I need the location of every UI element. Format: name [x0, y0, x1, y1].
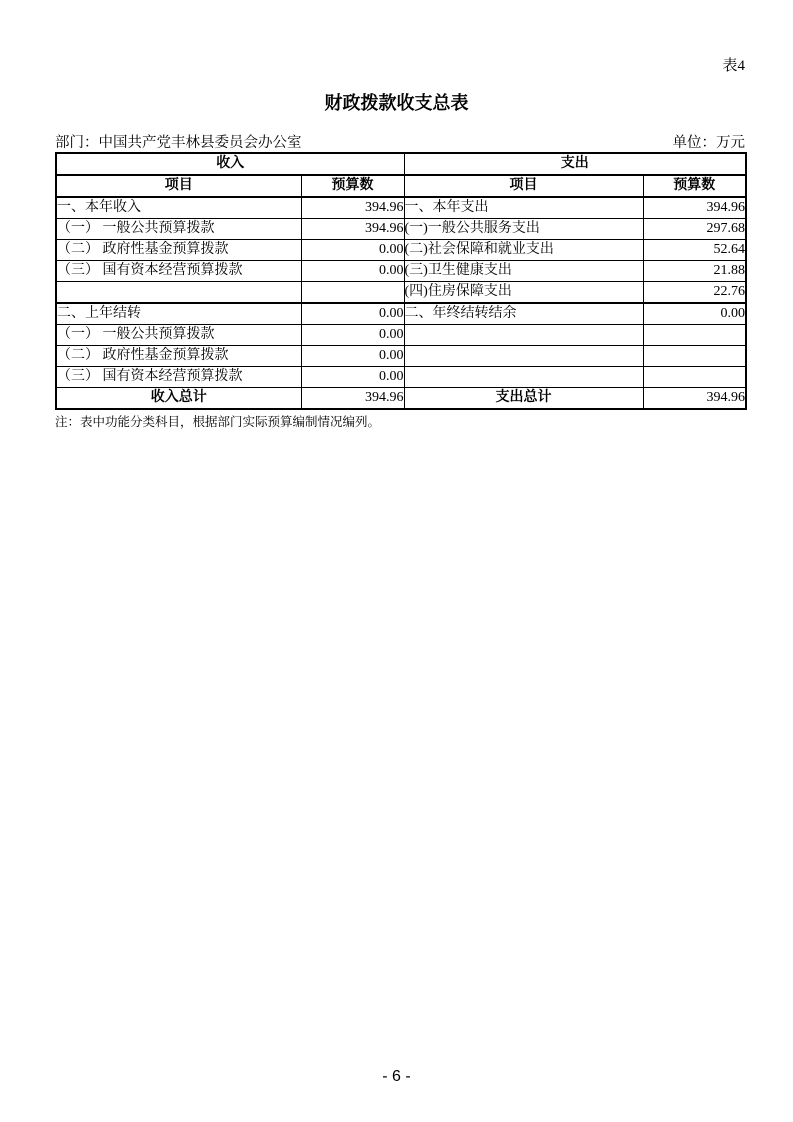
- expense-value-cell: [643, 346, 746, 367]
- income-item-cell: （三） 国有资本经营预算拨款: [56, 261, 301, 282]
- income-section-header: 收入: [56, 153, 404, 175]
- income-item-cell: [56, 282, 301, 304]
- income-value-cell: 394.96: [301, 219, 404, 240]
- income-item-cell: （三） 国有资本经营预算拨款: [56, 367, 301, 388]
- table-row: [56, 240, 746, 261]
- table-row: [56, 219, 746, 240]
- income-item-column-header: 项目: [56, 175, 301, 197]
- expense-value-cell: 52.64: [643, 240, 746, 261]
- section-header-row: [56, 153, 746, 175]
- expense-item-cell: [404, 346, 643, 367]
- expense-item-cell: [404, 325, 643, 346]
- income-item-cell: （二） 政府性基金预算拨款: [56, 346, 301, 367]
- income-total-label: 收入总计: [56, 388, 301, 410]
- table-row: [56, 282, 746, 304]
- table-row: [56, 346, 746, 367]
- expense-item-cell: (一)一般公共服务支出: [404, 219, 643, 240]
- income-item-cell: 一、本年收入: [56, 197, 301, 219]
- page-number: - 6 -: [382, 1068, 411, 1085]
- income-value-cell: 0.00: [301, 303, 404, 325]
- table-row: [56, 303, 746, 325]
- page-title: 财政拨款收支总表: [324, 93, 469, 113]
- income-item-cell: （一） 一般公共预算拨款: [56, 325, 301, 346]
- expense-total-value: 394.96: [643, 388, 746, 410]
- expense-value-cell: 0.00: [643, 303, 746, 325]
- total-row: [56, 388, 746, 410]
- column-header-row: [56, 175, 746, 197]
- expense-item-cell: [404, 367, 643, 388]
- expense-item-cell: (三)卫生健康支出: [404, 261, 643, 282]
- income-value-cell: 0.00: [301, 240, 404, 261]
- expense-budget-column-header: 预算数: [643, 175, 746, 197]
- department-label: 部门：中国共产党丰林县委员会办公室: [55, 135, 302, 151]
- income-value-cell: 0.00: [301, 261, 404, 282]
- expense-total-label: 支出总计: [404, 388, 643, 410]
- income-item-cell: 二、上年结转: [56, 303, 301, 325]
- expense-item-cell: (二)社会保障和就业支出: [404, 240, 643, 261]
- sheet-number-label: 表4: [722, 58, 745, 74]
- income-value-cell: 0.00: [301, 325, 404, 346]
- expense-value-cell: [643, 367, 746, 388]
- income-item-cell: （二） 政府性基金预算拨款: [56, 240, 301, 261]
- expenditure-section-header: 支出: [404, 153, 746, 175]
- expense-item-column-header: 项目: [404, 175, 643, 197]
- table-row: [56, 197, 746, 219]
- income-item-cell: （一） 一般公共预算拨款: [56, 219, 301, 240]
- table-row: [56, 367, 746, 388]
- income-value-cell: 394.96: [301, 197, 404, 219]
- income-budget-column-header: 预算数: [301, 175, 404, 197]
- table-row: [56, 261, 746, 282]
- income-total-value: 394.96: [301, 388, 404, 410]
- expense-value-cell: 21.88: [643, 261, 746, 282]
- income-value-cell: [301, 282, 404, 304]
- table-row: [56, 325, 746, 346]
- expense-value-cell: [643, 325, 746, 346]
- expense-item-cell: 二、年终结转结余: [404, 303, 643, 325]
- expense-item-cell: 一、本年支出: [404, 197, 643, 219]
- income-value-cell: 0.00: [301, 346, 404, 367]
- expense-value-cell: 22.76: [643, 282, 746, 304]
- expense-item-cell: (四)住房保障支出: [404, 282, 643, 304]
- expense-value-cell: 297.68: [643, 219, 746, 240]
- income-value-cell: 0.00: [301, 367, 404, 388]
- budget-summary-table: [55, 152, 747, 410]
- expense-value-cell: 394.96: [643, 197, 746, 219]
- table-footnote: 注：表中功能分类科目，根据部门实际预算编制情况编列。: [55, 415, 381, 429]
- table-meta-row: [55, 131, 745, 152]
- unit-label: 单位：万元: [672, 135, 745, 151]
